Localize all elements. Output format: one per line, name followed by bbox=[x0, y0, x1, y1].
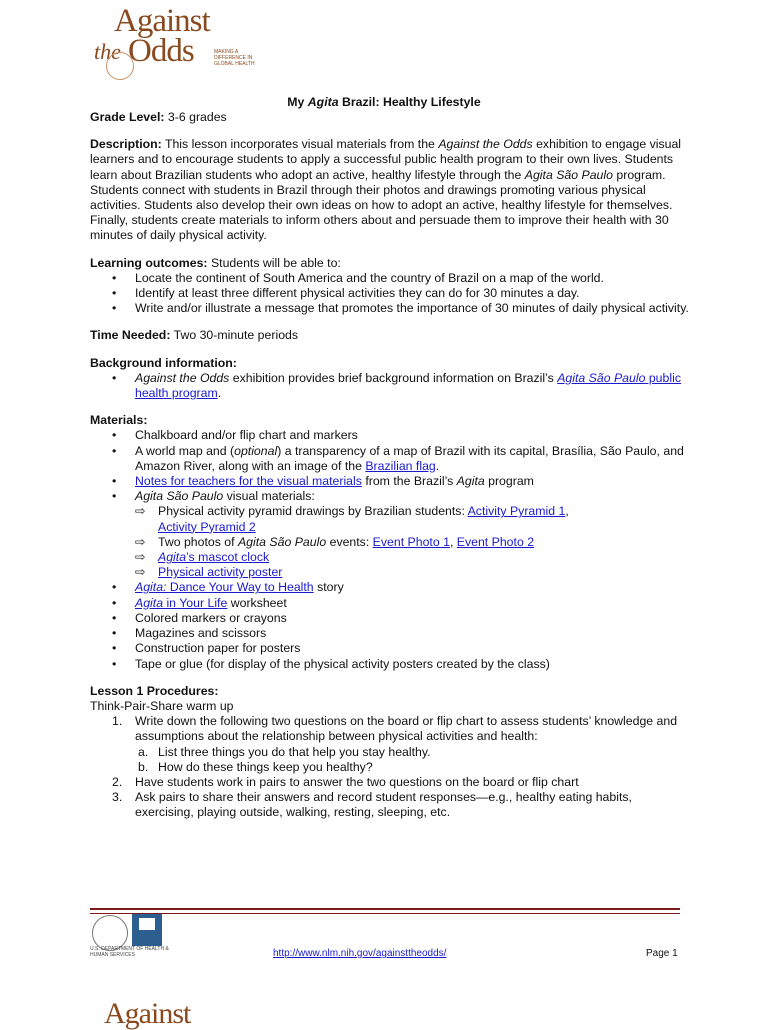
list-item: • Agita São Paulo visual materials: bbox=[112, 489, 315, 504]
lesson-content bbox=[90, 110, 690, 821]
arrow-item: ⇨ Physical activity pyramid drawings by Brazilian students: Activity Pyramid 1, Activity Pyramid 2 bbox=[135, 504, 569, 534]
description: Description: This lesson incorporates visual materials from the Against the Odds exhibition to engage visual learners and to encourage students to apply a successful public health program to their own lives. Students learn about Brazilian students who adopt an active, healthy lifestyle through the Agita São Paulo program. Students connect with students in Brazil through their photos and drawings promoting various physical activities. Students also develop their own ideas on how to adopt an active, healthy lifestyle for themselves. Finally, students create materials to inform others about and persuade them to improve their health with 30 minutes of daily physical activity. bbox=[90, 137, 682, 243]
list-item: • Write and/or illustrate a message that promotes the importance of 30 minutes of daily physical activity. bbox=[112, 301, 689, 316]
arrow-icon: ⇨ bbox=[135, 504, 146, 519]
arrow-item bbox=[90, 565, 690, 580]
event-photo-2-link[interactable]: Event Photo 2 bbox=[456, 534, 535, 549]
brazilian-flag-link[interactable]: Brazilian flag bbox=[365, 458, 436, 473]
lesson1-heading: Lesson 1 Procedures: bbox=[90, 683, 219, 698]
list-item: • Agita in Your Life worksheet bbox=[112, 595, 287, 610]
sub-item: b. How do these things keep you healthy? bbox=[138, 759, 373, 774]
page-number: Page 1 bbox=[646, 948, 678, 959]
logo-seal-icon bbox=[106, 52, 134, 80]
page-title: My Agita Brazil: Healthy Lifestyle bbox=[287, 95, 481, 109]
materials-list bbox=[90, 428, 690, 504]
mascot-clock-link[interactable]: Agita’s mascot clock bbox=[158, 550, 270, 565]
logo-odds: Odds bbox=[128, 33, 194, 69]
background-list bbox=[90, 371, 690, 401]
event-photo-1-link[interactable]: Event Photo 1 bbox=[372, 534, 450, 549]
logo-the: the bbox=[94, 39, 121, 64]
time-needed: Time Needed: Two 30-minute periods bbox=[90, 328, 299, 343]
arrow-icon: ⇨ bbox=[135, 550, 146, 565]
background-heading: Background information: bbox=[90, 355, 237, 370]
activity-pyramid-1-link[interactable]: Activity Pyramid 1 bbox=[467, 504, 566, 519]
teacher-notes-link[interactable]: Notes for teachers for the visual materials bbox=[135, 474, 362, 489]
list-item: 2. Have students work in pairs to answer the two questions on the board or flip chart bbox=[112, 774, 579, 789]
footer-divider bbox=[90, 908, 680, 910]
activity-poster-link[interactable]: Physical activity poster bbox=[158, 565, 283, 580]
warmup-label: Think-Pair-Share warm up bbox=[90, 698, 234, 713]
arrow-item bbox=[90, 550, 690, 565]
outcomes-list bbox=[90, 271, 690, 317]
list-item: • Locate the continent of South America and the country of Brazil on a map of the world. bbox=[112, 270, 604, 285]
nlm-logo-icon bbox=[132, 914, 162, 946]
materials-heading: Materials: bbox=[90, 413, 148, 428]
hhs-label: U.S. DEPARTMENT OF HEALTH & HUMAN SERVICES bbox=[90, 946, 169, 958]
list-item: • Colored markers or crayons bbox=[112, 610, 287, 625]
list-item: • Against the Odds exhibition provides brief background information on Brazil’s Agita São Paulo public health program. bbox=[112, 370, 681, 401]
list-item: 3. Ask pairs to share their answers and record student responses—e.g., healthy eating habits, exercising, playing outside, walking, resting, sleeping, etc. bbox=[112, 790, 632, 820]
list-item: • Magazines and scissors bbox=[112, 626, 267, 641]
list-item: • Construction paper for posters bbox=[112, 641, 301, 656]
footer-url-link[interactable]: http://www.nlm.nih.gov/againsttheodds/ bbox=[273, 948, 447, 959]
learning-outcomes-heading: Learning outcomes: Students will be able to: bbox=[90, 255, 341, 270]
logo-against: Against bbox=[114, 3, 210, 39]
agita-life-worksheet-link[interactable]: Agita in Your Life bbox=[135, 595, 228, 610]
list-item: • Notes for teachers for the visual materials from the Brazil’s Agita program bbox=[112, 474, 534, 489]
against-the-odds-logo bbox=[92, 3, 255, 86]
arrow-icon: ⇨ bbox=[135, 534, 146, 549]
logo-tagline: MAKING A DIFFERENCE IN GLOBAL HEALTH bbox=[214, 49, 255, 67]
grade-level: Grade Level: 3-6 grades bbox=[90, 110, 227, 124]
arrow-icon: ⇨ bbox=[135, 565, 146, 580]
activity-pyramid-2-link[interactable]: Activity Pyramid 2 bbox=[158, 519, 256, 534]
list-item: • Identify at least three different physical activities they can do for 30 minutes a day. bbox=[112, 286, 580, 301]
dance-story-link[interactable]: Agita: Dance Your Way to Health bbox=[135, 580, 314, 595]
procedure-list-continued bbox=[90, 775, 690, 821]
list-item: • Agita: Dance Your Way to Health story bbox=[112, 580, 344, 595]
next-page-logo: Against bbox=[104, 997, 191, 1030]
procedure-list bbox=[90, 714, 690, 744]
arrow-item: ⇨ Two photos of Agita São Paulo events: Event Photo 1, Event Photo 2 bbox=[135, 534, 535, 549]
list-item: 1. Write down the following two questions on the board or flip chart to assess students’ knowledge and assumptions about the relationship between physical activities and health: bbox=[112, 714, 678, 744]
sub-item: a. List three things you do that help you stay healthy. bbox=[138, 744, 431, 759]
list-item: • A world map and (optional) a transparency of a map of Brazil with its capital, Brasília, São Paulo, and Amazon River, along with an image of the Brazilian flag. bbox=[112, 443, 684, 473]
list-item: • Tape or glue (for display of the physical activity posters created by the class) bbox=[112, 656, 550, 671]
list-item: • Chalkboard and/or flip chart and markers bbox=[112, 428, 358, 443]
footer-divider-thin bbox=[90, 913, 680, 914]
materials-list-continued bbox=[90, 580, 690, 671]
agita-program-link[interactable]: Agita São Paulo public health program bbox=[135, 370, 681, 401]
